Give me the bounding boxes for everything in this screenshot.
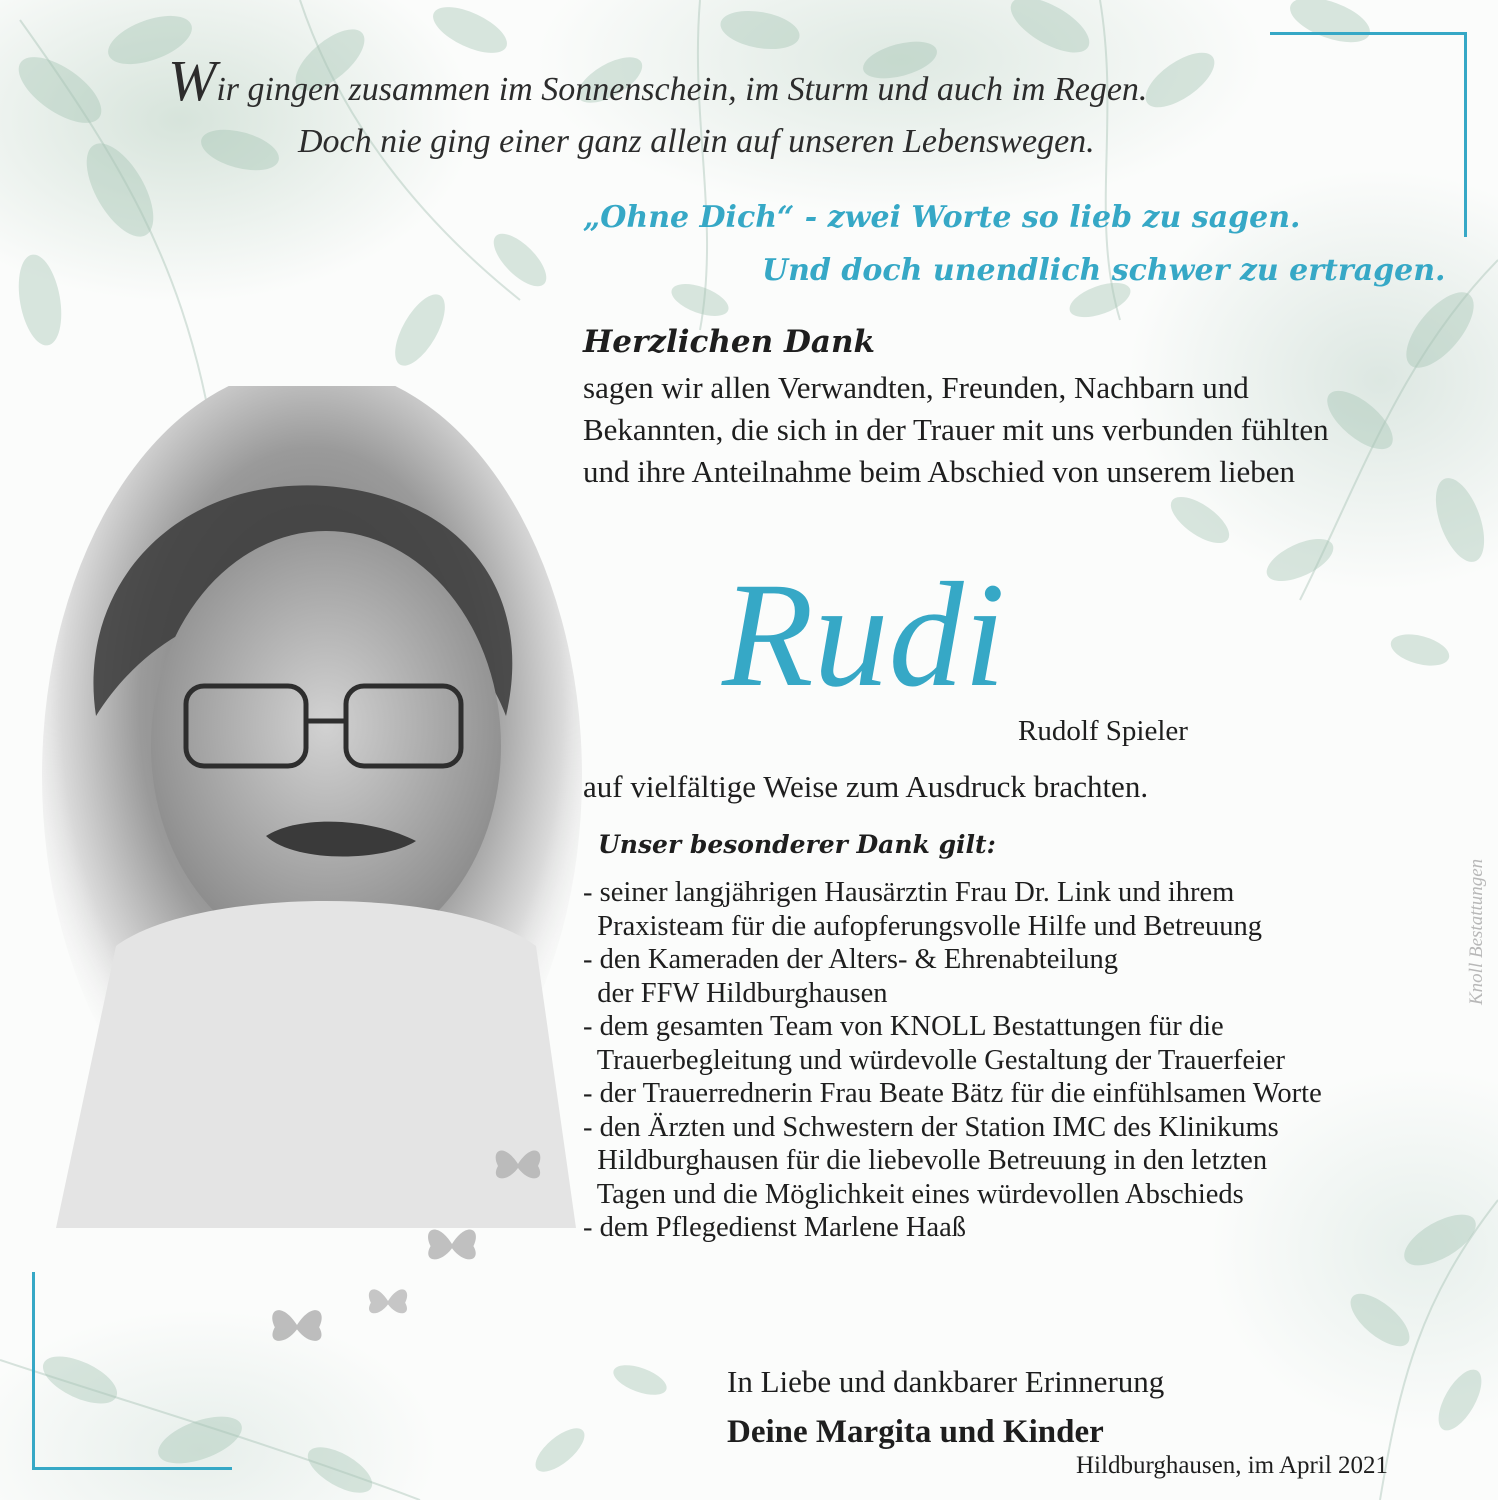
thanks-line: und ihre Anteilnahme beim Abschied von unserem lieben: [583, 454, 1295, 489]
expression-line: auf vielfältige Weise zum Ausdruck brachten.: [583, 769, 1149, 804]
poem-line-2: Doch nie ging einer ganz allein auf unseren Lebenswegen.: [298, 123, 1095, 160]
place-date: Hildburghausen, im April 2021: [1076, 1452, 1389, 1479]
butterfly-icon: [490, 1140, 546, 1188]
list-item: - den Kameraden der Alters- & Ehrenabteilung: [583, 944, 1118, 975]
thanks-line: Bekannten, die sich in der Trauer mit uns verbunden fühlten: [583, 412, 1329, 447]
closing-line: In Liebe und dankbarer Erinnerung: [727, 1364, 1165, 1399]
quote-line-1: „Ohne Dich“ - zwei Worte so lieb zu sagen.: [583, 200, 1301, 235]
corner-line-bottom-left-horizontal: [32, 1467, 232, 1470]
deceased-full-name: Rudolf Spieler: [1018, 715, 1188, 747]
list-item: Hildburghausen für die liebevolle Betreuung in den letzten: [583, 1145, 1268, 1176]
poem-line-1: [168, 48, 1148, 113]
special-thanks-heading: Unser besonderer Dank gilt:: [598, 830, 996, 859]
list-item: - dem gesamten Team von KNOLL Bestattungen für die: [583, 1011, 1224, 1042]
thanks-heading: Herzlichen Dank: [583, 324, 875, 360]
corner-line-top-right-horizontal: [1270, 32, 1467, 35]
list-item: Tagen und die Möglichkeit eines würdevollen Abschieds: [583, 1178, 1244, 1210]
poem-line-1-text: ir gingen zusammen im Sonnenschein, im Sturm und auch im Regen.: [216, 71, 1148, 108]
thanks-line: sagen wir allen Verwandten, Freunden, Nachbarn und: [583, 370, 1249, 405]
corner-line-top-right-vertical: [1464, 32, 1467, 237]
list-item: der FFW Hildburghausen: [583, 977, 888, 1009]
list-item: - dem Pflegedienst Marlene Haaß: [583, 1212, 967, 1243]
signature: Deine Margita und Kinder: [727, 1414, 1104, 1450]
butterfly-icon: [266, 1288, 328, 1362]
deceased-nickname: Rudi: [722, 552, 1006, 718]
list-item: Trauerbegleitung und würdevolle Gestaltung der Trauerfeier: [583, 1044, 1286, 1076]
list-item: - seiner langjährigen Hausärztin Frau Dr. Link und ihrem: [583, 877, 1235, 908]
butterfly-icon: [422, 1218, 482, 1270]
list-item: - der Trauerrednerin Frau Beate Bätz für die einfühlsamen Worte: [583, 1078, 1322, 1109]
quote-line-2: Und doch unendlich schwer zu ertragen.: [762, 253, 1446, 288]
corner-line-bottom-left-vertical: [32, 1272, 35, 1470]
portrait-photo: [36, 386, 588, 1228]
special-thanks-list: [583, 876, 1322, 1245]
poem-initial: W: [168, 48, 217, 113]
funeral-home-credit: Knoll Bestattungen: [1466, 858, 1487, 1005]
list-item: Praxisteam für die aufopferungsvolle Hilfe und Betreuung: [583, 910, 1263, 942]
butterfly-icon: [364, 1280, 412, 1322]
list-item: - den Ärzten und Schwestern der Station IMC des Klinikums: [583, 1111, 1279, 1143]
